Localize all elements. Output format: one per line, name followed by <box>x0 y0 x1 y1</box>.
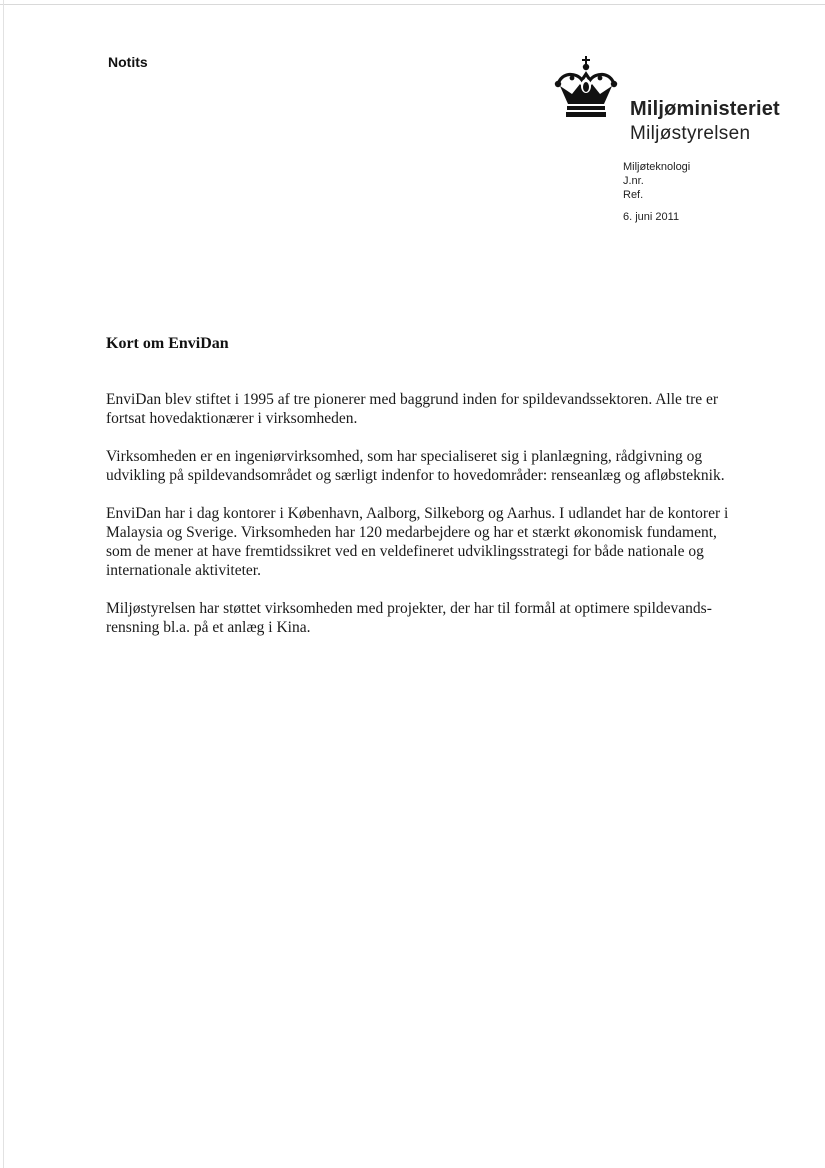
reference-label: Ref. <box>623 189 644 201</box>
text-line: EnviDan har i dag kontorer i København, Aalborg, Silkeborg og Aarhus. I udlandet har de kontorer i <box>106 505 729 522</box>
document-body <box>106 390 796 656</box>
text-line: som de mener at have fremtidssikret ved en veldefineret udviklingsstrategi for både nationale og <box>106 543 704 560</box>
journal-number-label: J.nr. <box>623 175 644 187</box>
paragraph <box>106 504 796 580</box>
text-line: udvikling på spildevandsområdet og særligt indenfor to hovedområder: renseanlæg og afløbsteknik. <box>106 467 725 484</box>
document-meta <box>623 160 690 224</box>
document-type-label: Notits <box>108 54 148 70</box>
page-edge <box>0 4 825 5</box>
section-heading: Kort om EnviDan <box>106 335 229 352</box>
text-line: Malaysia og Sverige. Virksomheden har 120 medarbejdere og har et stærkt økonomisk fundament, <box>106 524 717 541</box>
text-line: fortsat hovedaktionærer i virksomheden. <box>106 410 358 427</box>
text-line: Miljøstyrelsen har støttet virksomheden med projekter, der har til formål at optimere spildevands- <box>106 600 712 617</box>
paragraph <box>106 599 796 637</box>
page-edge <box>3 0 4 1168</box>
document-date: 6. juni 2011 <box>623 211 680 223</box>
paragraph <box>106 447 796 485</box>
paragraph <box>106 390 796 428</box>
text-line: internationale aktiviteter. <box>106 562 261 579</box>
department-label: Miljøteknologi <box>623 161 691 173</box>
text-line: EnviDan blev stiftet i 1995 af tre pionerer med baggrund inden for spildevandssektoren. Alle tre er <box>106 391 719 408</box>
royal-crown-icon <box>552 56 622 120</box>
ministry-name: Miljøministeriet <box>630 98 780 120</box>
text-line: Virksomheden er en ingeniørvirksomhed, som har specialiseret sig i planlægning, rådgivning og <box>106 448 703 465</box>
agency-name: Miljøstyrelsen <box>630 123 751 144</box>
text-line: rensning bl.a. på et anlæg i Kina. <box>106 619 311 636</box>
